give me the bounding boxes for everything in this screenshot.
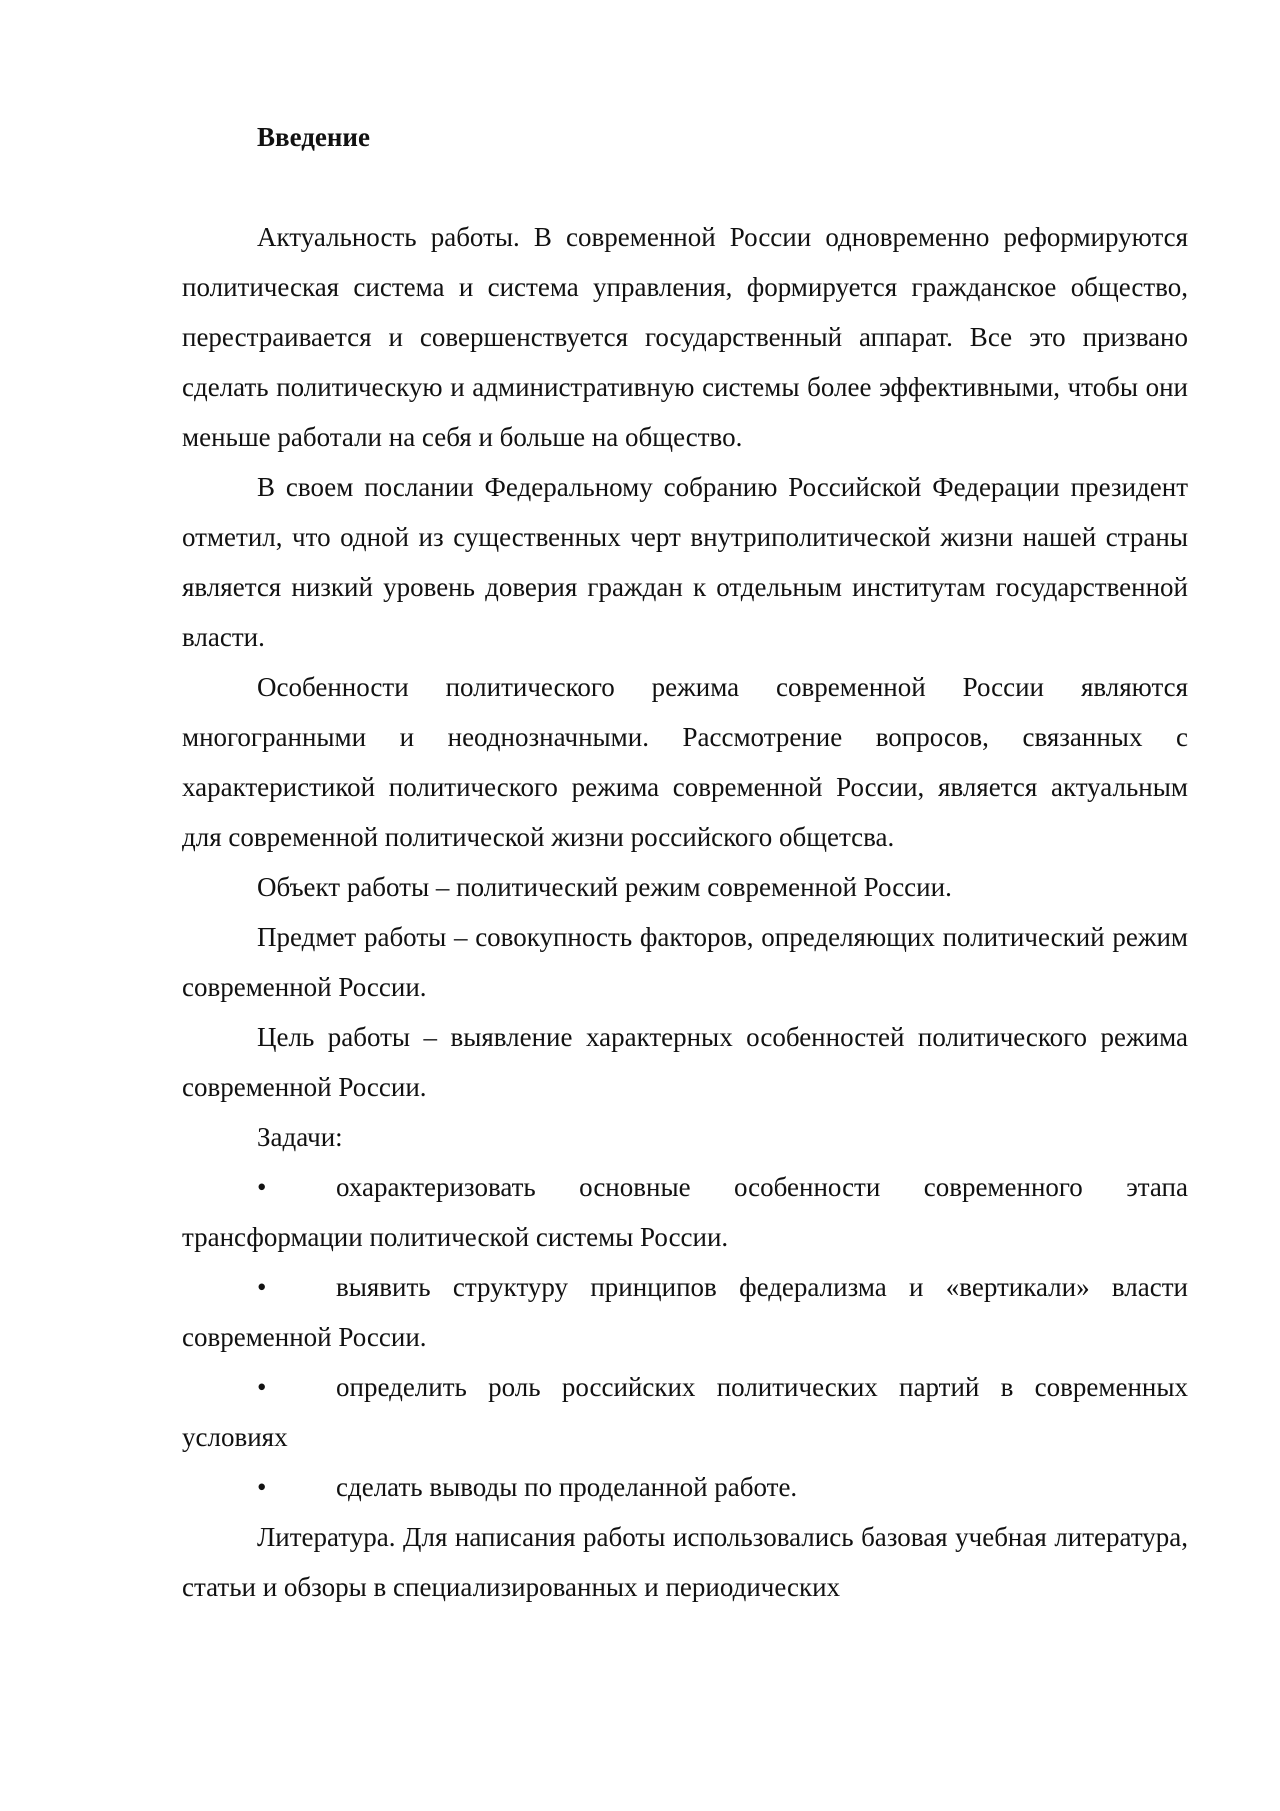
task-list-item (182, 1462, 1188, 1512)
paragraph-tasks-label: Задачи: (257, 1122, 343, 1152)
bullet-icon: • (257, 1472, 267, 1502)
paragraph-president-message: В своем послании Федеральному собранию Российской Федерации президент отметил, что одной из существенных черт внутриполитической жизни нашей страны является низкий уровень доверия граждан к отдельным институтам государственной власти. (182, 472, 1188, 652)
bullet-icon: • (257, 1272, 267, 1302)
document-body (182, 112, 1188, 1612)
task-list-item (182, 1162, 1188, 1262)
task-text: выявить структуру принципов федерализма и «вертикали» власти современной России. (182, 1272, 1188, 1352)
paragraph-subject: Предмет работы – совокупность факторов, определяющих политический режим современной России. (182, 922, 1188, 1002)
section-heading: Введение (257, 122, 370, 152)
paragraph-goal: Цель работы – выявление характерных особенностей политического режима современной России. (182, 1022, 1188, 1102)
task-text: охарактеризовать основные особенности современного этапа трансформации политической системы России. (182, 1172, 1188, 1252)
task-text: сделать выводы по проделанной работе. (336, 1472, 798, 1502)
task-list-item (182, 1262, 1188, 1362)
bullet-icon: • (257, 1372, 267, 1402)
paragraph-relevance: Актуальность работы. В современной России одновременно реформируются политическая система и система управления, формируется гражданское общество, перестраивается и совершенствуется государственный аппарат. Все это призвано сделать политическую и административную системы более эффективными, чтобы они меньше работали на себя и больше на общество. (182, 222, 1188, 452)
task-text: определить роль российских политических партий в современных условиях (182, 1372, 1188, 1452)
task-list-item (182, 1362, 1188, 1462)
paragraph-literature: Литература. Для написания работы использовались базовая учебная литература, статьи и обзоры в специализированных и периодических (182, 1522, 1188, 1602)
bullet-icon: • (257, 1172, 267, 1202)
paragraph-regime-features: Особенности политического режима современной России являются многогранными и неоднозначными. Рассмотрение вопросов, связанных с характеристикой политического режима современной России, является актуальным для современной политической жизни российского общетсва. (182, 672, 1188, 852)
paragraph-object: Объект работы – политический режим современной России. (257, 872, 952, 902)
